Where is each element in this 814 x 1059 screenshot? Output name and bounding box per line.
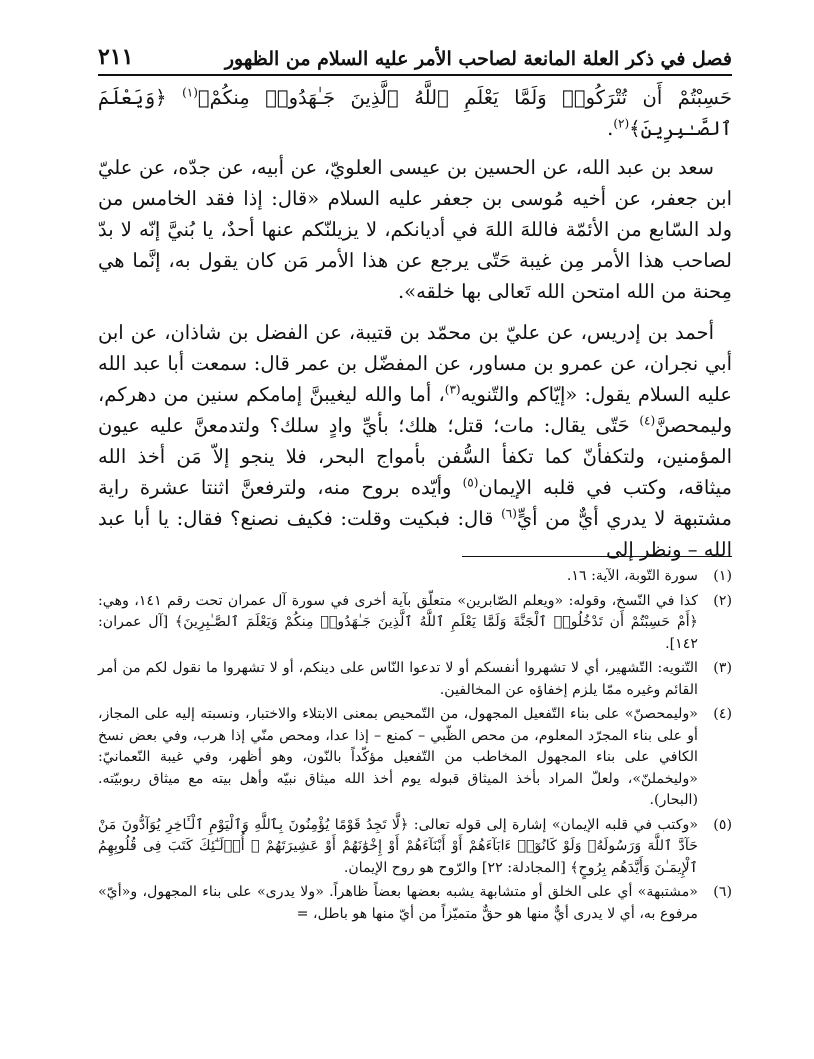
footnote-text: سورة التّوبة، الآية: ١٦.: [566, 568, 698, 584]
main-text: [98, 82, 732, 575]
footnote-item: [98, 882, 732, 925]
paragraph-2-part-b: ، أما والله ليغيبنَّ إمامكم سنين من دهركم، وليمحصنَّ: [98, 383, 732, 437]
footnote-text: كذا في النّسخ، وقوله: «ويعلم الصّابرين» متعلّق بآية أخرى في سورة آل عمران تحت رقم ١٤١، وهي: ﴿أَمْ حَسِبْتُمْ أَن تَدْخُلُوا۟ ٱلْجَنَّةَ وَلَمَّا يَعْلَمِ ٱللَّهُ ٱلَّذِينَ جَـٰهَدُوا۟ مِنكُمْ وَيَعْلَمَ ٱلصَّـٰبِرِينَ﴾ [آل عمران: ١٤٢].: [98, 592, 698, 652]
paragraph-2-part-a: أحمد بن إدريس، عن عليّ بن محمّد بن قتيبة، عن الفضل بن شاذان، عن ابن أبي نجران، عن عمرو بن مساور، عن المفضّل بن عمر قال: سمعت أبا عبد الله عليه السلام يقول: «إيّاكم والتّنويه: [98, 321, 732, 406]
footnote-number: (١): [713, 568, 732, 584]
footnote-ref-4: (٤): [639, 413, 656, 428]
footnote-number: (٥): [713, 816, 732, 833]
page-number: ٢١١: [98, 44, 134, 70]
footnote-ref-3: (٣): [444, 382, 461, 397]
footnote-number: (٦): [713, 884, 732, 900]
paragraph-2-part-c: حَتّى يقال: مات؛ قتل؛ هلك؛ بأيِّ وادٍ سلك؟ ولتدمعنَّ عليه عيون المؤمنين، ولتكفأنّ كما تكفأ السُّفن بأمواج البحر، فلا ينجو إلاّ مَن أخذ الله ميثاقه، وكتب في قلبه الإيمان: [98, 414, 732, 499]
hadith-paragraph-1: سعد بن عبد الله، عن الحسين بن عيسى العلويّ، عن أبيه، عن جدّه، عن عليّ ابن جعفر، عن أخيه مُوسى بن جعفر عليه السلام «قال: إذا فقد الخامس من ولد السّابع من الأئمّة فاللهَ اللهَ في أديانكم، لا يزيلنّكم عنها أحدٌ، يا بُنيَّ إنّه لا بدّ لصاحب هذا الأمر مِن غيبة حَتّى يرجع عن هذا الأمر مَن كان يقول به، إنَّما هي مِحنة من الله امتحن الله تَعالى بها خلقه».: [98, 156, 732, 303]
hadith-paragraph-2: [98, 317, 732, 565]
footnote-item: [98, 658, 732, 701]
footnote-ref-5: (٥): [462, 475, 479, 490]
footnote-ref-2: (٢): [613, 116, 630, 131]
footnote-number: (٤): [713, 706, 732, 722]
footnote-text: التّنويه: التّشهير، أي لا تشهروا أنفسكم أو لا تدعوا النّاس على دينكم، أو لا تشهروا ما نقول لكم من أمر القائم وغيره ممّا يلزم إخفاؤه عن المخالفين.: [98, 660, 698, 698]
paragraph-2-part-d: وأيّده بروح منه، ولترفعنَّ اثنتا عشرة راية مشتبهة لا يدري أيٌّ من أيٍّ: [98, 476, 732, 530]
footnote-item: [98, 566, 732, 588]
paragraph-2-part-e: قال: فبكيت وقلت: فكيف نصنع؟ فقال: يا أبا عبد الله – ونظر إلى: [98, 507, 732, 561]
footnote-divider: [462, 556, 732, 557]
footnote-number: (٣): [713, 660, 732, 676]
footnotes-section: [98, 566, 732, 928]
quran-verse-b: ﴿وَيَعْلَمَ ٱلصَّـٰبِرِينَ﴾: [98, 86, 732, 140]
footnote-item: [98, 591, 732, 656]
quran-verse: حَسِبْتُمْ أَن تُتْرَكُوا۟ وَلَمَّا يَعْلَمِ ٱللَّهُ ٱلَّذِينَ جَـٰهَدُوا۟ مِنكُمْ﴾: [197, 86, 732, 109]
footnote-item: [98, 704, 732, 812]
footnote-ref-1: (١): [182, 85, 198, 100]
footnote-item: [98, 815, 732, 880]
page-header: [98, 38, 732, 76]
footnote-ref-6: (٦): [501, 506, 517, 521]
footnote-text: «وكتب في قلبه الإيمان» إشارة إلى قوله تعالى: ﴿لَّا تَجِدُ قَوْمًا يُؤْمِنُونَ بِٱللَّهِ وَٱلْيَوْمِ ٱلْـَٔاخِرِ يُوَآدُّونَ مَنْ حَآدَّ ٱللَّهَ وَرَسُولَهُۥ وَلَوْ كَانُوٓا۟ ءَابَآءَهُمْ أَوْ أَبْنَآءَهُمْ أَوْ إِخْوَٰنَهُمْ أَوْ عَشِيرَتَهُمْ ۚ أُو۟لَـٰٓئِكَ كَتَبَ فِى قُلُوبِهِمُ ٱلْإِيمَـٰنَ وَأَيَّدَهُم بِرُوحٍ﴾ [المجادلة: ٢٢] والرّوح هو روح الإيمان.: [98, 816, 698, 876]
footnote-number: (٢): [713, 592, 732, 609]
footnote-text: «مشتبهة» أي على الخلق أو متشابهة يشبه بعضها بعضاً ظاهراً. «ولا يدرى» على بناء المجهول، و«أيّ» مرفوع به، أي لا يدرى أيٌّ منها هو حقٌّ متميّزاً من أيّ منها هو باطل، =: [98, 884, 698, 922]
verse-continuation: حَسِبْتُمْ أَن تُتْرَكُوا۟ وَلَمَّا يَعْلَمِ ٱللَّهُ ٱلَّذِينَ جَـٰهَدُوا۟ مِنكُمْ﴾$^{(١)}$ ﴿وَيَعْلَمَ ٱلصَّـٰبِرِينَ﴾$^{(٢)}$.: [98, 85, 732, 140]
running-title: فصل في ذكر العلة المانعة لصاحب الأمر عليه السلام من الظهور: [224, 48, 732, 70]
footnote-text: «وليمحصنّ» على بناء التّفعيل المجهول، من التّمحيص بمعنى الابتلاء والاختبار، ونسبته إليه على المجاز، أو على بناء المجرّد المعلوم، من محص الظّبي – كمنع – إذا عدا، ومحص منّي إذا هرب، وفي بعض نسخ الكافي على بناء المجهول المخاطب من التّفعيل مؤكّداً بالنّون، وهو أظهر، وفي غيبة النّعمانيّ: «وليخملنّ»، ولعلّ المراد بأخذ الميثاق قبوله يوم أخذ الله ميثاق نبيّه وأهل بيته مع ميثاق ربوبيّته. (البحار).: [98, 706, 698, 808]
